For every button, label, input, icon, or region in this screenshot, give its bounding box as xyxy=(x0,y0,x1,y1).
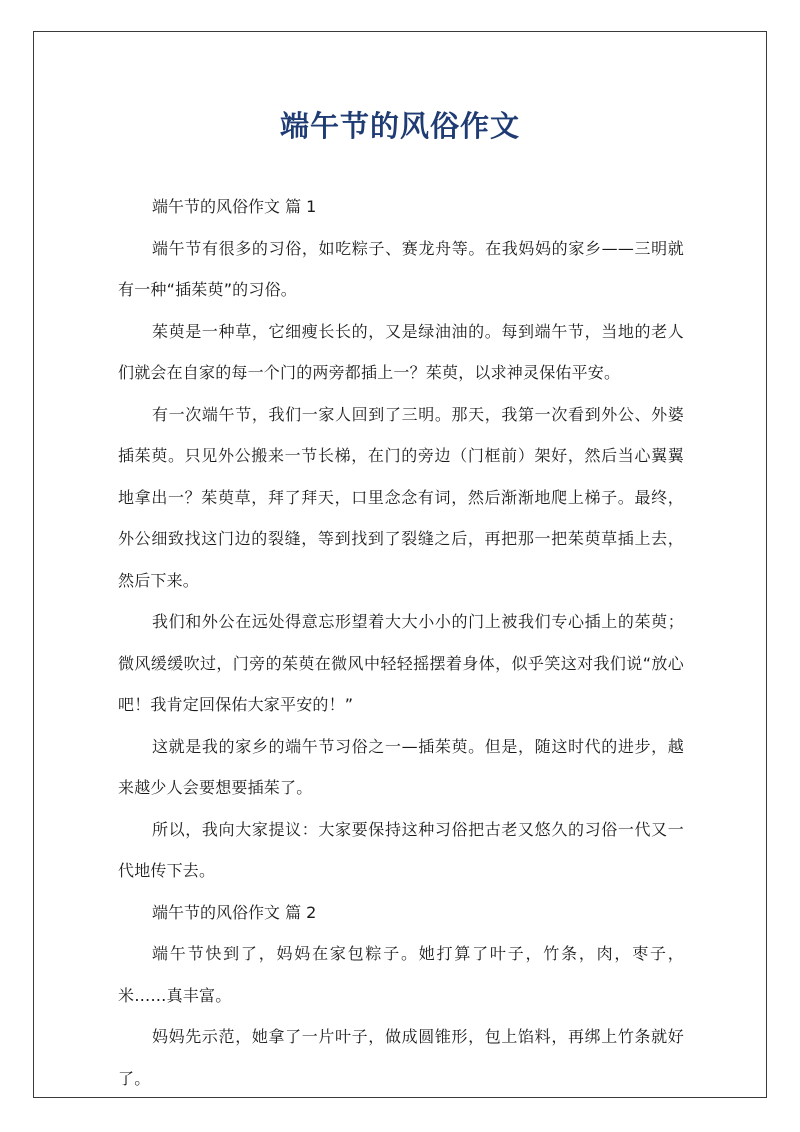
section-1 xyxy=(118,186,684,892)
paragraph: 这就是我的家乡的端午节习俗之一—插茱萸。但是，随这时代的进步，越来越少人会要想要插茱了。 xyxy=(118,736,684,797)
paragraph: 端午节有很多的习俗，如吃粽子、赛龙舟等。在我妈妈的家乡——三明就有一种“插茱萸”的习俗。 xyxy=(118,238,684,299)
section-2 xyxy=(118,892,684,1100)
section-heading: 端午节的风俗作文 篇 1 xyxy=(152,197,317,216)
document-body xyxy=(118,186,684,1099)
paragraph: 茱萸是一种草，它细瘦长长的，又是绿油油的。每到端午节，当地的老人们就会在自家的每一个门的两旁都插上一？茱萸，以求神灵保佑平安。 xyxy=(118,321,684,382)
paragraph: 有一次端午节，我们一家人回到了三明。那天，我第一次看到外公、外婆插茱萸。只见外公搬来一节长梯，在门的旁边（门框前）架好，然后当心翼翼地拿出一？茱萸草，拜了拜天，口里念念有词，然后渐渐地爬上梯子。最终，外公细致找这门边的裂缝，等到找到了裂缝之后，再把那一把茱萸草插上去，然后下来。 xyxy=(118,404,684,590)
section-heading: 端午节的风俗作文 篇 2 xyxy=(152,902,317,922)
paragraph: 妈妈先示范，她拿了一片叶子，做成圆锥形，包上馅料，再绑上竹条就好了。 xyxy=(118,1027,684,1088)
paragraph: 我们和外公在远处得意忘形望着大大小小的门上被我们专心插上的茱萸；微风缓缓吹过，门旁的茱萸在微风中轻轻摇摆着身体，似乎笑这对我们说“放心吧！我肯定回保佑大家平安的！” xyxy=(118,612,684,714)
document-title: 端午节的风俗作文 xyxy=(279,109,520,143)
paragraph: 所以，我向大家提议：大家要保持这种习俗把古老又悠久的习俗一代又一代地传下去。 xyxy=(118,819,684,880)
paragraph: 端午节快到了，妈妈在家包粽子。她打算了叶子，竹条，肉，枣子，米……真丰富。 xyxy=(118,944,684,1005)
